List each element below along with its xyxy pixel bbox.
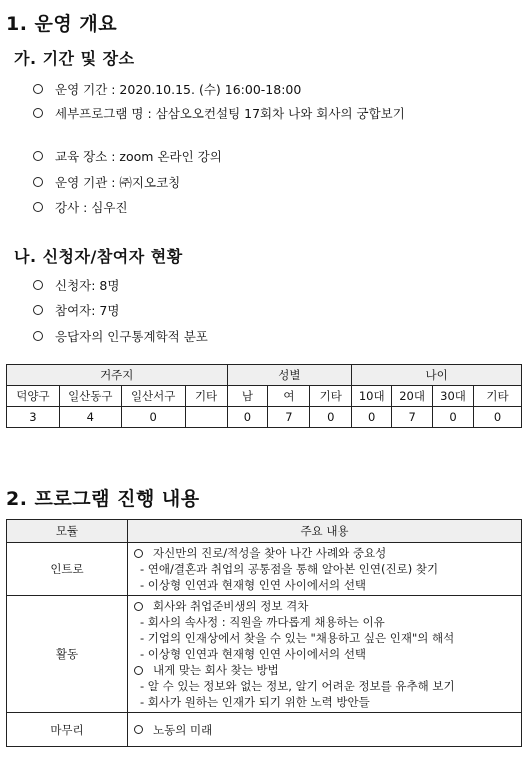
table-column-header-row — [7, 386, 522, 407]
circle-bullet-icon — [134, 549, 143, 558]
subsection-a-title: 가. 기간 및 장소 — [14, 49, 135, 68]
program-row-closing — [7, 713, 522, 747]
list-item-participants — [33, 301, 119, 319]
circle-bullet-icon — [33, 202, 43, 212]
module-name: 인트로 — [7, 543, 128, 596]
column-header: 여 — [268, 386, 310, 407]
list-item-period — [33, 80, 301, 98]
column-header: 20대 — [392, 386, 433, 407]
content-bullet — [134, 722, 515, 738]
table-cell: 4 — [59, 407, 121, 428]
circle-bullet-icon — [33, 151, 43, 161]
table-cell: 0 — [433, 407, 474, 428]
list-item-demographics — [33, 327, 208, 345]
list-item-applicants — [33, 276, 119, 294]
content-dash-item: - 이상형 인연과 현재형 인연 사이에서의 선택 — [140, 578, 367, 592]
table-cell: 0 — [121, 407, 185, 428]
column-header-module: 모듈 — [7, 520, 128, 543]
program-row-intro — [7, 543, 522, 596]
list-item-text: 교육 장소 : zoom 온라인 강의 — [55, 149, 222, 164]
table-cell: 7 — [268, 407, 310, 428]
circle-bullet-icon — [134, 602, 143, 611]
subsection-b-title: 나. 신청자/참여자 현황 — [14, 247, 183, 266]
column-header: 기타 — [310, 386, 352, 407]
module-content — [128, 596, 522, 713]
table-value-row — [7, 407, 522, 428]
content-dash-item: - 이상형 인연과 현재형 인연 사이에서의 선택 — [140, 647, 367, 661]
section1-title: 1. 운영 개요 — [6, 13, 118, 35]
list-item-organizer — [33, 173, 180, 191]
list-item-text: 강사 : 심우진 — [55, 200, 128, 215]
module-name: 마무리 — [7, 713, 128, 747]
table-cell: 0 — [474, 407, 522, 428]
module-name: 활동 — [7, 596, 128, 713]
table-cell: 0 — [352, 407, 392, 428]
content-text: 자신만의 진로/적성을 찾아 나간 사례와 중요성 — [153, 546, 387, 560]
module-content — [128, 543, 522, 596]
table-cell — [185, 407, 227, 428]
column-header: 덕양구 — [7, 386, 60, 407]
column-header: 남 — [227, 386, 268, 407]
content-dash-item: - 회사의 속사정 : 직원을 까다롭게 채용하는 이유 — [140, 615, 385, 629]
list-item-text: 운영 기간 : 2020.10.15. (수) 16:00-18:00 — [55, 82, 302, 97]
program-row-activity — [7, 596, 522, 713]
column-header-content: 주요 내용 — [128, 520, 522, 543]
list-item-text: 신청자: 8명 — [55, 278, 120, 293]
content-bullet — [134, 598, 515, 614]
table-cell: 3 — [7, 407, 60, 428]
list-item-text: 운영 기관 : ㈜지오코칭 — [55, 175, 181, 190]
group-header-gender: 성별 — [227, 365, 352, 386]
table-cell: 0 — [310, 407, 352, 428]
circle-bullet-icon — [33, 177, 43, 187]
table-cell: 0 — [227, 407, 268, 428]
circle-bullet-icon — [33, 280, 43, 290]
table-group-header-row — [7, 365, 522, 386]
list-item-location — [33, 147, 222, 165]
column-header: 기타 — [185, 386, 227, 407]
column-header: 10대 — [352, 386, 392, 407]
column-header: 30대 — [433, 386, 474, 407]
circle-bullet-icon — [33, 331, 43, 341]
demographics-table — [6, 364, 522, 428]
list-item-text: 응답자의 인구통계학적 분포 — [55, 329, 208, 344]
content-dash-item: - 연애/결혼과 취업의 공통점을 통해 알아본 인연(진로) 찾기 — [140, 562, 439, 576]
content-text: 회사와 취업준비생의 정보 격차 — [153, 599, 309, 613]
circle-bullet-icon — [33, 305, 43, 315]
content-text: 내게 맞는 회사 찾는 방법 — [153, 663, 279, 677]
group-header-age: 나이 — [352, 365, 522, 386]
table-cell: 7 — [392, 407, 433, 428]
content-dash-item: - 알 수 있는 정보와 없는 정보, 알기 어려운 정보를 유추해 보기 — [140, 679, 455, 693]
circle-bullet-icon — [33, 84, 43, 94]
content-bullet — [134, 662, 515, 678]
group-header-residence: 거주지 — [7, 365, 228, 386]
circle-bullet-icon — [134, 725, 143, 734]
list-item-instructor — [33, 198, 128, 216]
program-header-row — [7, 520, 522, 543]
content-dash-item: - 회사가 원하는 인재가 되기 위한 노력 방안들 — [140, 695, 370, 709]
section2-title: 2. 프로그램 진행 내용 — [6, 488, 200, 510]
column-header: 일산서구 — [121, 386, 185, 407]
circle-bullet-icon — [33, 108, 43, 118]
content-text: 노동의 미래 — [153, 722, 213, 737]
circle-bullet-icon — [134, 666, 143, 675]
list-item-text: 참여자: 7명 — [55, 303, 120, 318]
content-dash-item: - 기업의 인재상에서 찾을 수 있는 "채용하고 싶은 인재"의 해석 — [140, 631, 455, 645]
program-table — [6, 519, 522, 747]
column-header: 기타 — [474, 386, 522, 407]
list-item-text: 세부프로그램 명 : 삼삼오오컨설팅 17회차 나와 회사의 궁합보기 — [55, 106, 405, 121]
content-bullet — [134, 545, 515, 561]
column-header: 일산동구 — [59, 386, 121, 407]
list-item-program-name — [33, 104, 405, 122]
module-content — [128, 713, 522, 747]
